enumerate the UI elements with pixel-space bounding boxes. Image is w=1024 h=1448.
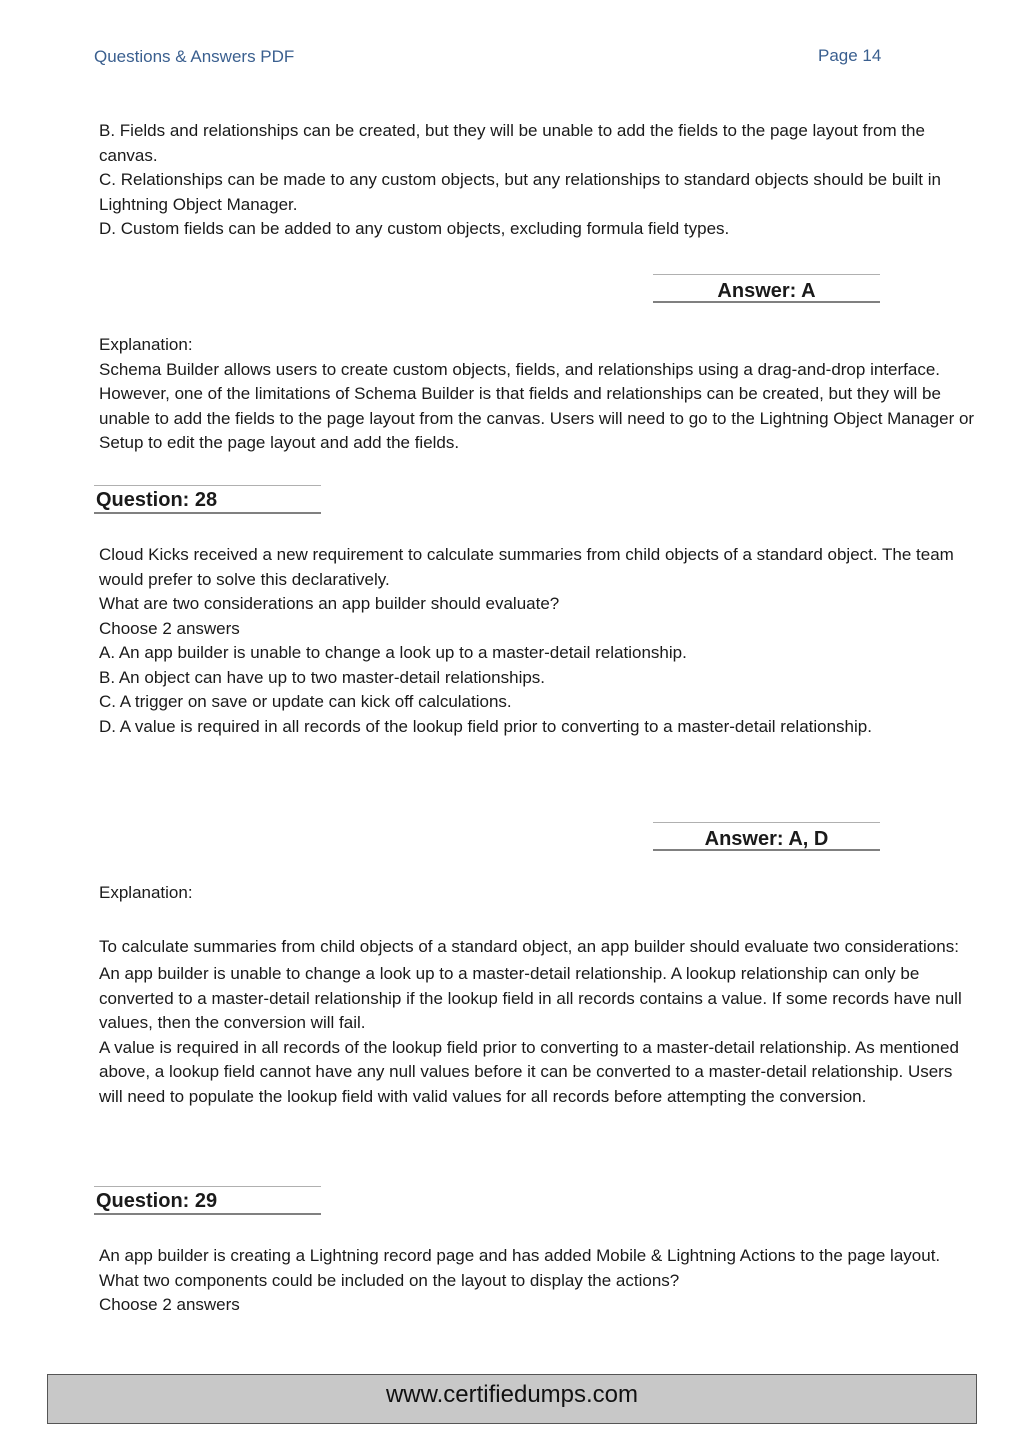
question-instruction: Choose 2 answers (99, 618, 240, 638)
explanation-label: Explanation: (99, 883, 193, 902)
option-a: A. An app builder is unable to change a look up to a master-detail relationship. (99, 643, 687, 662)
options-block (99, 119, 979, 242)
header-title: Questions & Answers PDF (94, 47, 295, 66)
answer-text: Answer: A, D (704, 828, 829, 850)
question-text: An app builder is creating a Lightning record page and has added Mobile & Lightning Actions to the page layout. (99, 1246, 941, 1265)
question-text: What two components could be included on the layout to display the actions? (99, 1270, 680, 1290)
question-instruction: Choose 2 answers (99, 1295, 240, 1314)
option-c: C. A trigger on save or update can kick off calculations. (99, 692, 512, 711)
footer-banner (47, 1374, 977, 1424)
option-d: D. A value is required in all records of the lookup field prior to converting to a master-detail relationship. (99, 716, 872, 736)
page-number: Page 14 (818, 46, 882, 65)
answer-text: Answer: A (717, 280, 816, 302)
explanation-text: Schema Builder allows users to create custom objects, fields, and relationships using a drag-and-drop interface. However, one of the limitations of Schema Builder is that fields and relationships can be created, but they will be unable to add the fields to the page layout from the canvas. Users will need to go to the Lightning Object Manager or Setup to edit the page layout and add the fields. (99, 359, 975, 452)
explanation-text: To calculate summaries from child objects of a standard object, an app builder should evaluate two considerations: (99, 937, 959, 956)
explanation-block (99, 932, 979, 1109)
answer-box (653, 274, 880, 303)
option-c: C. Relationships can be made to any custom objects, but any relationships to standard objects should be built in Lightning Object Manager. (99, 170, 941, 214)
explanation-block (99, 333, 979, 456)
explanation-block (99, 881, 979, 906)
explanation-text: An app builder is unable to change a look up to a master-detail relationship. A lookup relationship can only be converted to a master-detail relationship if the lookup field in all records contains a value. If some records have null values, then the conversion will fail. (99, 964, 962, 1032)
option-b: B. An object can have up to two master-detail relationships. (99, 667, 546, 687)
option-b: B. Fields and relationships can be created, but they will be unable to add the fields to the page layout from the canvas. (99, 121, 925, 165)
question-title: Question: 29 (96, 1190, 218, 1212)
question-body (99, 1244, 979, 1318)
footer-url: www.certifiedumps.com (385, 1381, 639, 1408)
explanation-text: A value is required in all records of the lookup field prior to converting to a master-detail relationship. As mentioned above, a lookup field cannot have any null values before it can be converted to a master-detail relationship. Users will need to populate the lookup field with valid values for all records before attempting the conversion. (99, 1037, 959, 1106)
question-heading (94, 1186, 321, 1215)
question-heading (94, 485, 321, 514)
explanation-label: Explanation: (99, 335, 193, 354)
question-body (99, 543, 979, 739)
question-text: What are two considerations an app builder should evaluate? (99, 594, 560, 613)
answer-box (653, 822, 880, 851)
question-text: Cloud Kicks received a new requirement to calculate summaries from child objects of a standard object. The team would prefer to solve this declaratively. (99, 545, 954, 589)
option-d: D. Custom fields can be added to any custom objects, excluding formula field types. (99, 219, 730, 238)
question-title: Question: 28 (96, 489, 218, 511)
